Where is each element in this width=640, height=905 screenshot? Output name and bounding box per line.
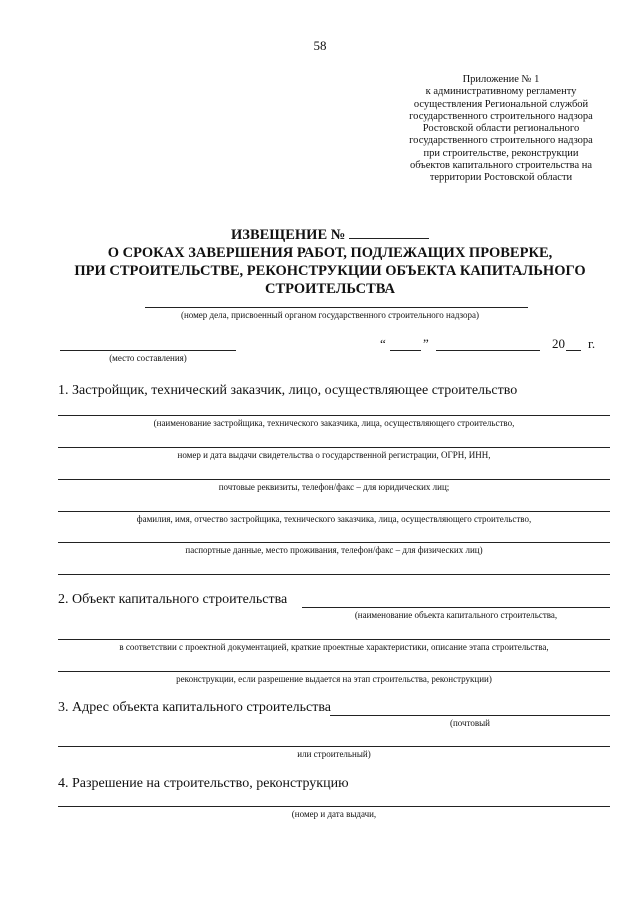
appendix-line: осуществления Региональной службой: [413, 98, 589, 110]
section-4-caption: (номер и дата выдачи,: [291, 809, 377, 819]
section-1-caption: (наименование застройщика, технического заказчика, лица, осуществляющего строительство,: [153, 418, 515, 428]
place-caption: (место составления): [109, 353, 187, 363]
appendix-line: к административному регламенту: [425, 86, 577, 98]
section-3-line[interactable]: [330, 715, 610, 716]
case-number-caption: (номер дела, присвоенный органом государственного строительного надзора): [180, 310, 480, 320]
section-1-caption: паспортные данные, место проживания, телефон/факс – для физических лиц): [185, 545, 483, 555]
section-1-caption: почтовые реквизиты, телефон/факс – для юридических лиц;: [218, 482, 450, 492]
appendix-line: территории Ростовской области: [429, 172, 573, 184]
section-3-heading: 3. Адрес объекта капитального строительства: [58, 700, 332, 715]
section-1-heading: 1. Застройщик, технический заказчик, лицо, осуществляющее строительство: [58, 383, 518, 398]
notice-number-blank[interactable]: [349, 226, 429, 239]
section-2-caption: реконструкции, если разрешение выдается на этап строительства, реконструкции): [176, 674, 492, 684]
notice-title-text: ИЗВЕЩЕНИЕ №: [231, 227, 346, 243]
section-2-heading: 2. Объект капитального строительства: [58, 592, 288, 607]
section-2-line[interactable]: [302, 607, 610, 608]
section-1-line[interactable]: [58, 415, 610, 416]
page-number: 58: [313, 38, 327, 53]
section-4-heading: 4. Разрешение на строительство, реконструкцию: [58, 776, 349, 791]
date-year-prefix: 20: [552, 336, 565, 351]
date-year-blank[interactable]: [566, 350, 581, 351]
section-1-line[interactable]: [58, 479, 610, 480]
section-2-caption: (наименование объекта капитального строительства,: [354, 610, 558, 620]
section-1-line[interactable]: [58, 542, 610, 543]
section-3-caption: или строительный): [297, 749, 371, 759]
section-3-caption: (почтовый: [449, 718, 491, 728]
section-2-line[interactable]: [58, 671, 610, 672]
date-year-suffix: г.: [588, 336, 596, 351]
section-3-line[interactable]: [58, 746, 610, 747]
appendix-line: объектов капитального строительства на: [409, 160, 593, 172]
appendix-line: государственного строительного надзора: [409, 135, 593, 147]
title-line-4: СТРОИТЕЛЬСТВА: [264, 281, 396, 297]
date-day-blank[interactable]: [390, 350, 421, 351]
appendix-line: Приложение № 1: [462, 74, 540, 85]
appendix-block: [385, 74, 617, 185]
date-day-close: ”: [423, 336, 429, 351]
date-month-blank[interactable]: [436, 350, 540, 351]
section-1-caption: фамилия, имя, отчество застройщика, технического заказчика, лица, осуществляющего строительство,: [136, 514, 532, 524]
place-line[interactable]: [60, 350, 236, 351]
section-2-caption: в соответствии с проектной документацией, краткие проектные характеристики, описание этапа строительства,: [119, 642, 549, 652]
section-4-line[interactable]: [58, 806, 610, 807]
appendix-line: государственного строительного надзора: [409, 110, 593, 122]
title-line-3: ПРИ СТРОИТЕЛЬСТВЕ, РЕКОНСТРУКЦИИ ОБЪЕКТА КАПИТАЛЬНОГО: [74, 263, 586, 279]
section-1-line[interactable]: [58, 511, 610, 512]
section-2-line[interactable]: [58, 639, 610, 640]
appendix-line: Ростовской области регионального: [422, 123, 580, 135]
section-1-line[interactable]: [58, 574, 610, 575]
section-1-caption: номер и дата выдачи свидетельства о государственной регистрации, ОГРН, ИНН,: [177, 450, 491, 460]
date-day-open: “: [380, 336, 386, 351]
section-1-line[interactable]: [58, 447, 610, 448]
appendix-line: при строительстве, реконструкции: [423, 147, 579, 159]
case-number-line[interactable]: [145, 307, 528, 308]
notice-title: [40, 226, 620, 244]
title-line-2: О СРОКАХ ЗАВЕРШЕНИЯ РАБОТ, ПОДЛЕЖАЩИХ ПРОВЕРКЕ,: [107, 245, 553, 261]
